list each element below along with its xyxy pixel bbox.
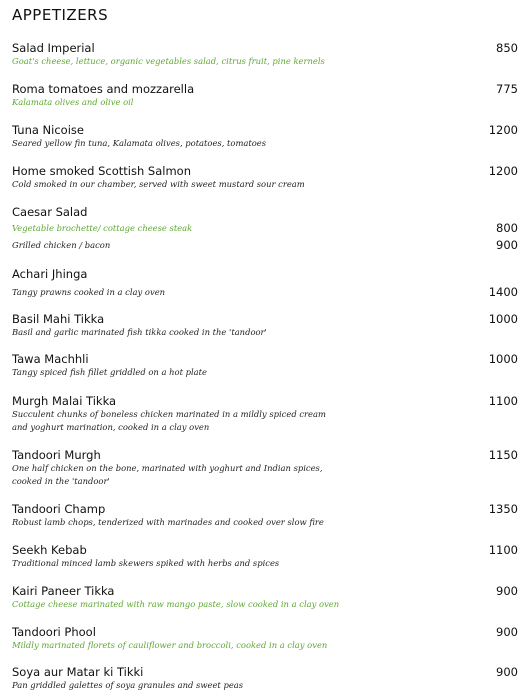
- menu-item: [12, 164, 518, 191]
- menu-item: [12, 665, 518, 692]
- item-price: 1350: [488, 502, 518, 516]
- item-option-description: Grilled chicken / bacon: [12, 240, 111, 250]
- item-price: 1150: [488, 448, 518, 462]
- item-name: Kairi Paneer Tikka: [12, 584, 115, 598]
- item-price: 1100: [488, 543, 518, 557]
- menu-item: [12, 625, 518, 652]
- item-description: Succulent chunks of boneless chicken marinated in a mildly spiced cream: [12, 409, 326, 419]
- menu-item: [12, 352, 518, 379]
- menu-item-option: [12, 239, 518, 252]
- item-name: Salad Imperial: [12, 41, 95, 55]
- item-description: Goat's cheese, lettuce, organic vegetables salad, citrus fruit, pine kernels: [12, 56, 325, 66]
- item-description: Seared yellow fin tuna, Kalamata olives, potatoes, tomatoes: [12, 138, 267, 148]
- item-option-price: 800: [496, 221, 518, 235]
- item-price: 775: [496, 82, 518, 96]
- menu-item: [12, 312, 518, 339]
- item-option-price: 900: [496, 238, 518, 252]
- item-name: Tandoori Phool: [12, 625, 96, 639]
- item-name: Soya aur Matar ki Tikki: [12, 665, 144, 679]
- item-description: Kalamata olives and olive oil: [12, 97, 134, 107]
- menu-item: [12, 543, 518, 570]
- item-description: Robust lamb chops, tenderized with marinades and cooked over slow fire: [12, 517, 324, 527]
- item-description: Tangy spiced fish fillet griddled on a hot plate: [12, 367, 207, 377]
- item-description: Basil and garlic marinated fish tikka cooked in the 'tandoor': [12, 327, 267, 337]
- menu-item: [12, 502, 518, 529]
- item-price: 900: [496, 625, 518, 639]
- item-price: 1000: [488, 352, 518, 366]
- item-price: 1000: [488, 312, 518, 326]
- item-name: Home smoked Scottish Salmon: [12, 164, 192, 178]
- menu-title: APPETIZERS: [12, 6, 109, 24]
- item-name: Basil Mahi Tikka: [12, 312, 105, 326]
- menu-item: [12, 205, 518, 219]
- item-price: 900: [496, 665, 518, 679]
- item-description: Pan griddled galettes of soya granules and sweet peas: [12, 680, 244, 690]
- menu-item: [12, 267, 518, 299]
- item-price: 1200: [488, 123, 518, 137]
- item-price: 850: [496, 41, 518, 55]
- item-price: 1400: [488, 285, 518, 299]
- item-option-description: Vegetable brochette/ cottage cheese steak: [12, 223, 193, 233]
- item-price: 900: [496, 584, 518, 598]
- item-name: Roma tomatoes and mozzarella: [12, 82, 195, 96]
- item-description: cooked in the 'tandoor': [12, 476, 110, 486]
- item-description: Cold smoked in our chamber, served with sweet mustard sour cream: [12, 179, 305, 189]
- item-description: One half chicken on the bone, marinated with yoghurt and Indian spices,: [12, 463, 323, 473]
- item-name: Seekh Kebab: [12, 543, 87, 557]
- item-description: Tangy prawns cooked in a clay oven: [12, 287, 166, 297]
- menu-item: [12, 41, 518, 68]
- item-price: 1100: [488, 394, 518, 408]
- menu-item-option: [12, 222, 518, 235]
- item-price: 1200: [488, 164, 518, 178]
- item-name: Tuna Nicoise: [12, 123, 84, 137]
- item-name: Tandoori Champ: [12, 502, 106, 516]
- item-description: Cottage cheese marinated with raw mango paste, slow cooked in a clay oven: [12, 599, 340, 609]
- menu-item: [12, 584, 518, 611]
- item-name: Tawa Machhli: [12, 352, 89, 366]
- item-name: Murgh Malai Tikka: [12, 394, 117, 408]
- item-name: Caesar Salad: [12, 205, 88, 219]
- item-description: Traditional minced lamb skewers spiked with herbs and spices: [12, 558, 280, 568]
- menu-item: [12, 394, 518, 434]
- menu-item: [12, 448, 518, 488]
- menu-item: [12, 82, 518, 109]
- item-description: and yoghurt marination, cooked in a clay oven: [12, 422, 210, 432]
- item-name: Achari Jhinga: [12, 267, 88, 281]
- menu-item: [12, 123, 518, 150]
- item-description: Mildly marinated florets of cauliflower and broccoli, cooked in a clay oven: [12, 640, 328, 650]
- item-name: Tandoori Murgh: [12, 448, 101, 462]
